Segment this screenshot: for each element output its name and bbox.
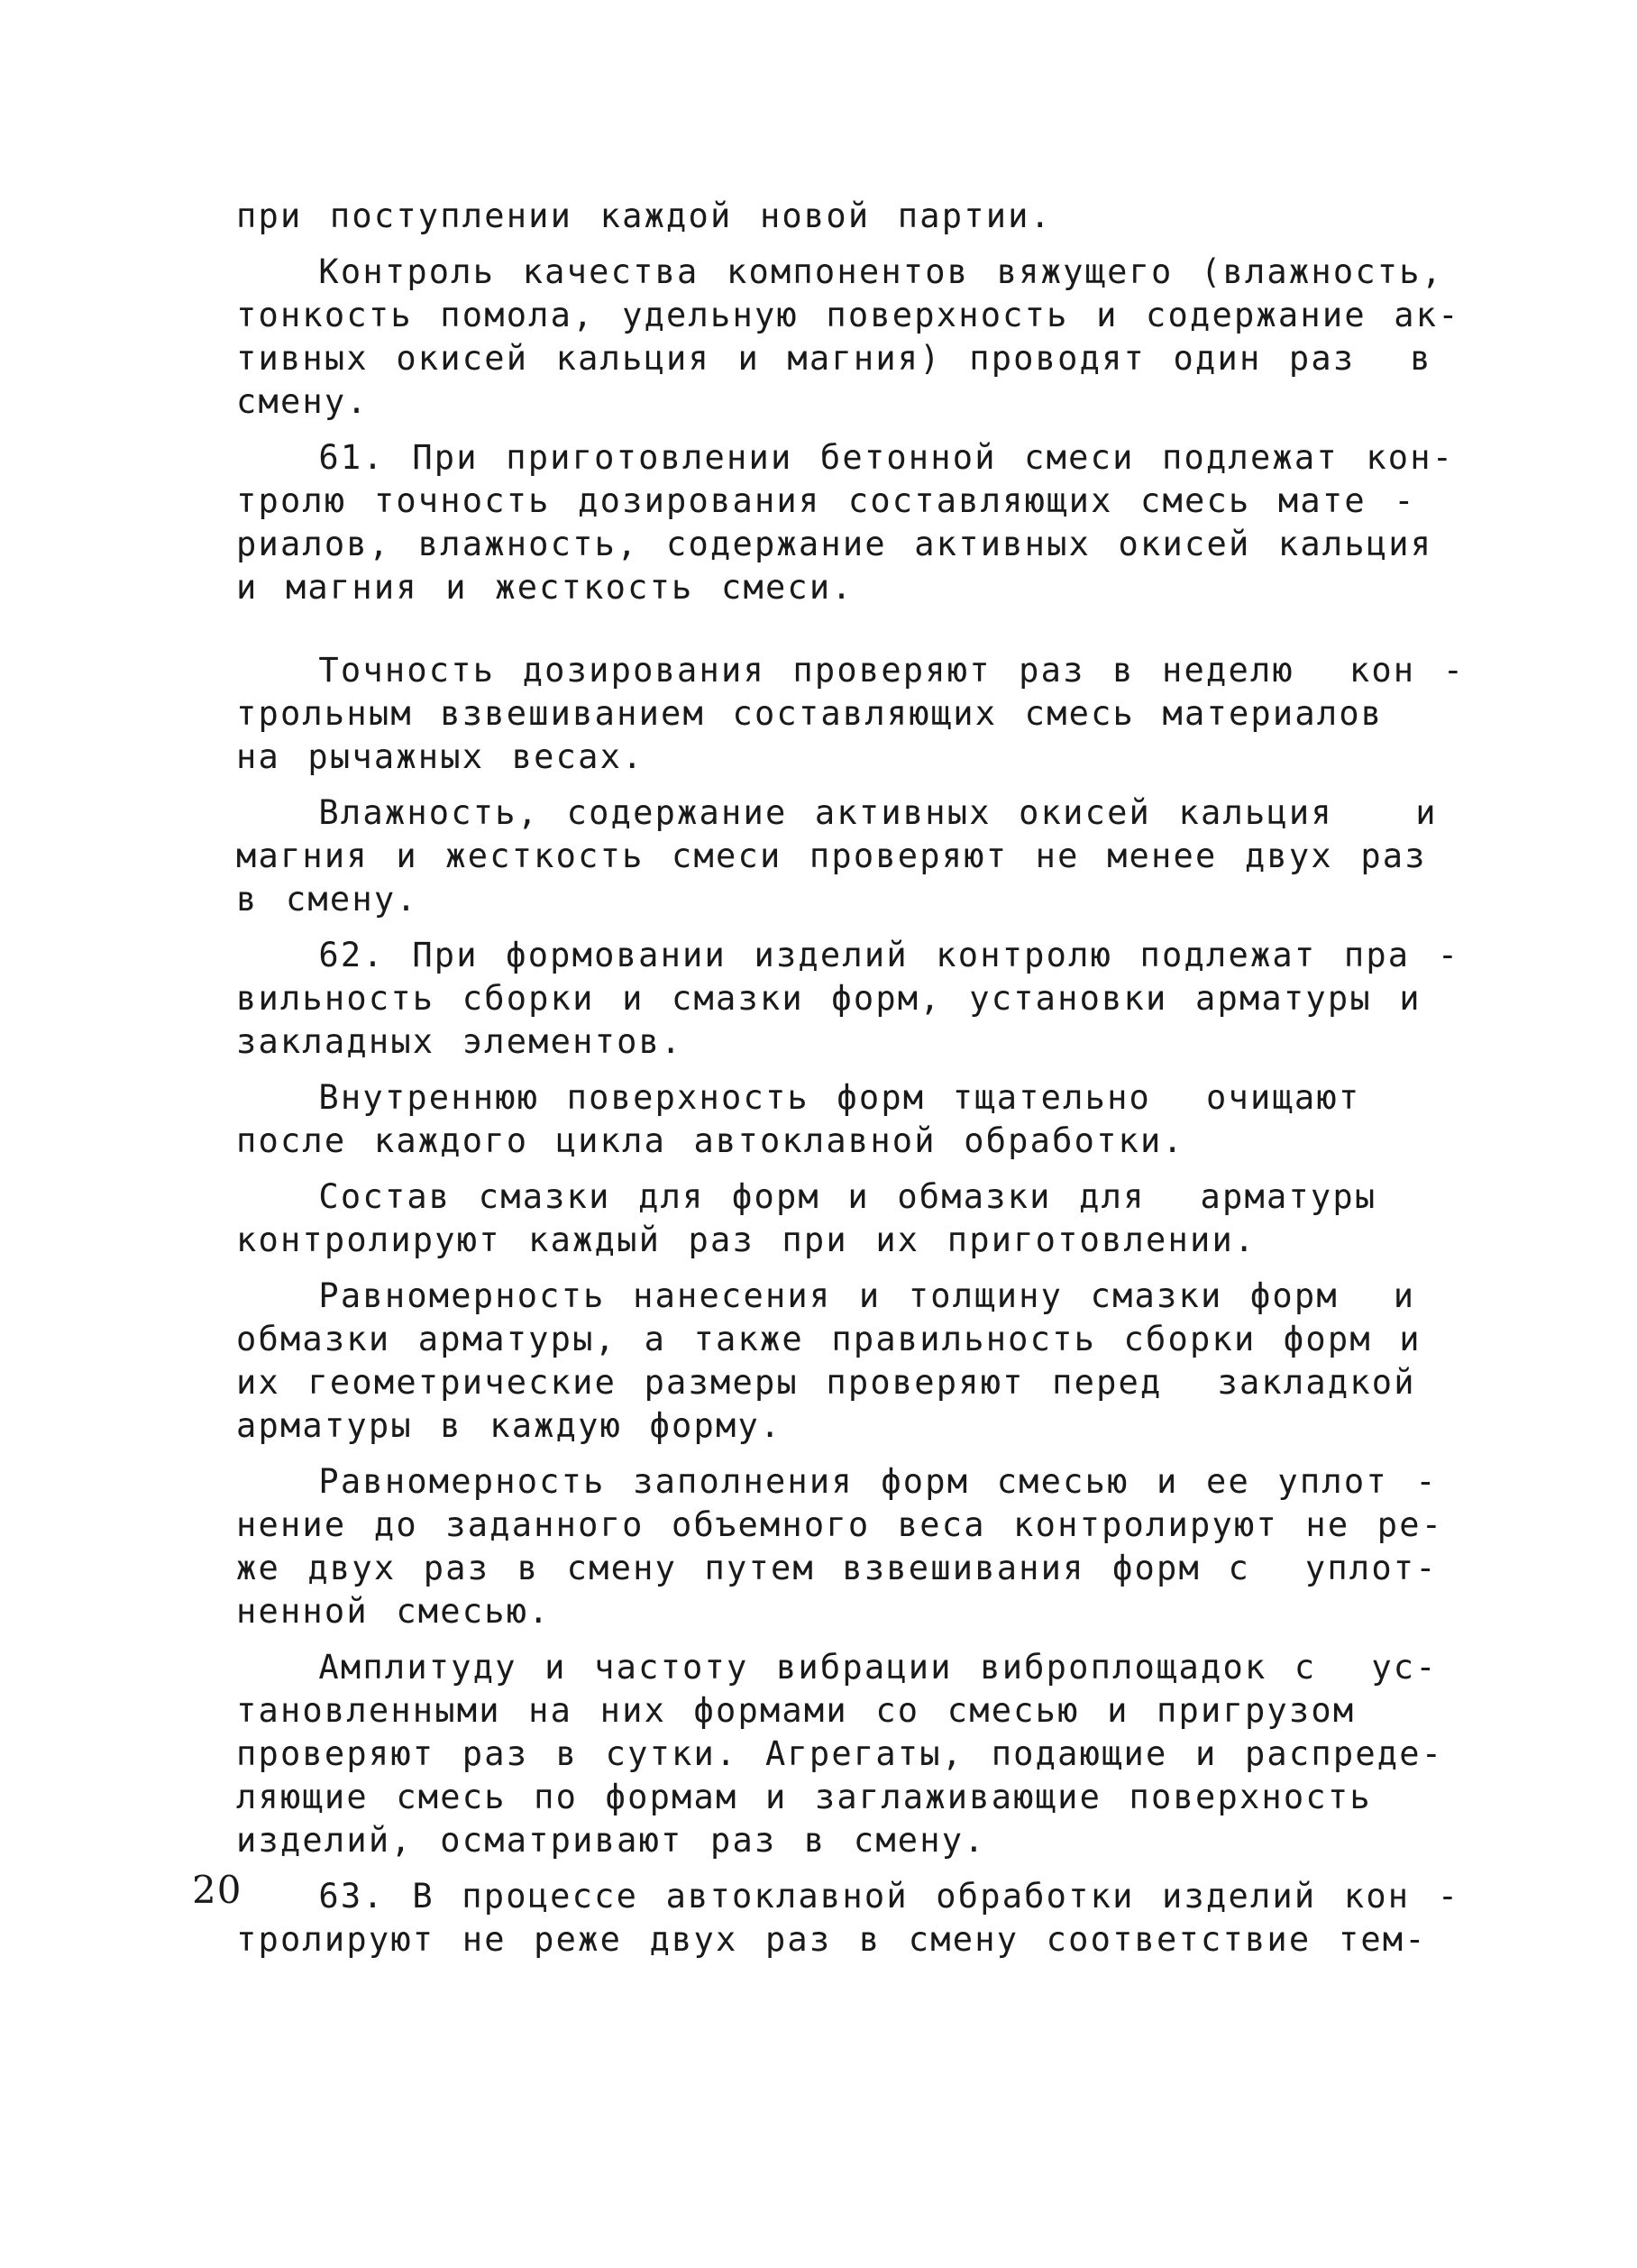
text-line: арматуры в каждую форму. (236, 1406, 782, 1445)
text-line: контролируют каждый раз при их приготовлении. (236, 1221, 1257, 1259)
paragraph (236, 1076, 1408, 1163)
body-text (236, 195, 1466, 1974)
text-line: ненной смесью. (236, 1592, 551, 1631)
paragraph (236, 195, 1408, 238)
text-line: Равномерность заполнения форм смесью и ее уплот - (236, 1462, 1438, 1501)
text-line: Амплитуду и частоту вибрации виброплощадок с ус- (236, 1648, 1438, 1687)
paragraph (236, 1460, 1444, 1633)
text-line: же двух раз в смену путем взвешивания форм с уплот- (236, 1549, 1438, 1587)
text-line: 63. В процессе автоклавной обработки изделий кон - (236, 1877, 1460, 1916)
paragraph (236, 1646, 1444, 1862)
text-line: Контроль качества компонентов вяжущего (влажность, (236, 252, 1444, 291)
text-line: их геометрические размеры проверяют перед закладкой (236, 1363, 1416, 1402)
text-line: ляющие смесь по формам и заглаживающие поверхность (236, 1778, 1372, 1816)
text-line: после каждого цикла автоклавной обработки. (236, 1121, 1184, 1160)
paragraph (236, 791, 1438, 921)
text-line: Состав смазки для форм и обмазки для арматуры (236, 1177, 1377, 1216)
text-line: тановленными на них формами со смесью и пригрузом (236, 1691, 1356, 1730)
text-line: тролируют не реже двух раз в смену соответствие тем- (236, 1920, 1427, 1959)
paragraph (236, 1175, 1408, 1262)
text-line: изделий, осматривают раз в смену. (236, 1821, 986, 1860)
paragraph (236, 649, 1466, 779)
paragraph (236, 1275, 1422, 1448)
text-line: обмазки арматуры, а также правильность сборки форм и (236, 1320, 1422, 1358)
text-line: Внутреннюю поверхность форм тщательно очищают (236, 1078, 1361, 1117)
text-line: нение до заданного объемного веса контролируют не ре- (236, 1505, 1444, 1544)
text-line: закладных элементов. (236, 1022, 683, 1061)
paragraph (236, 934, 1460, 1064)
text-line: Точность дозирования проверяют раз в неделю кон - (236, 651, 1466, 690)
text-line: смену. (236, 382, 369, 421)
text-line: Влажность, содержание активных окисей кальция и (236, 793, 1438, 832)
paragraph (236, 1875, 1460, 1962)
paragraph-gap (236, 622, 1408, 649)
text-line: вильность сборки и смазки форм, установки арматуры и (236, 979, 1422, 1018)
text-line: 62. При формовании изделий контролю подлежат пра - (236, 936, 1460, 974)
text-line: магния и жесткость смеси проверяют не менее двух раз (236, 837, 1427, 875)
paragraph (236, 436, 1455, 609)
text-line: на рычажных весах. (236, 737, 645, 776)
text-line: трольным взвешиванием составляющих смесь материалов (236, 694, 1384, 733)
text-line: при поступлении каждой новой партии. (236, 197, 1053, 235)
text-line: риалов, влажность, содержание активных окисей кальция (236, 525, 1433, 563)
text-line: Равномерность нанесения и толщину смазки форм и (236, 1276, 1416, 1315)
text-line: 61. При приготовлении бетонной смеси подлежат кон- (236, 438, 1455, 477)
page-number: 20 (192, 1868, 242, 1912)
text-line: проверяют раз в сутки. Агрегаты, подающие и распреде- (236, 1734, 1444, 1773)
text-line: тонкость помола, удельную поверхность и содержание ак- (236, 296, 1460, 334)
text-line: тивных окисей кальция и магния) проводят один раз в (236, 339, 1432, 378)
text-line: тролю точность дозирования составляющих смесь мате - (236, 481, 1416, 520)
text-line: в смену. (236, 880, 418, 919)
paragraph (236, 251, 1460, 424)
text-line: и магния и жесткость смеси. (236, 568, 854, 607)
